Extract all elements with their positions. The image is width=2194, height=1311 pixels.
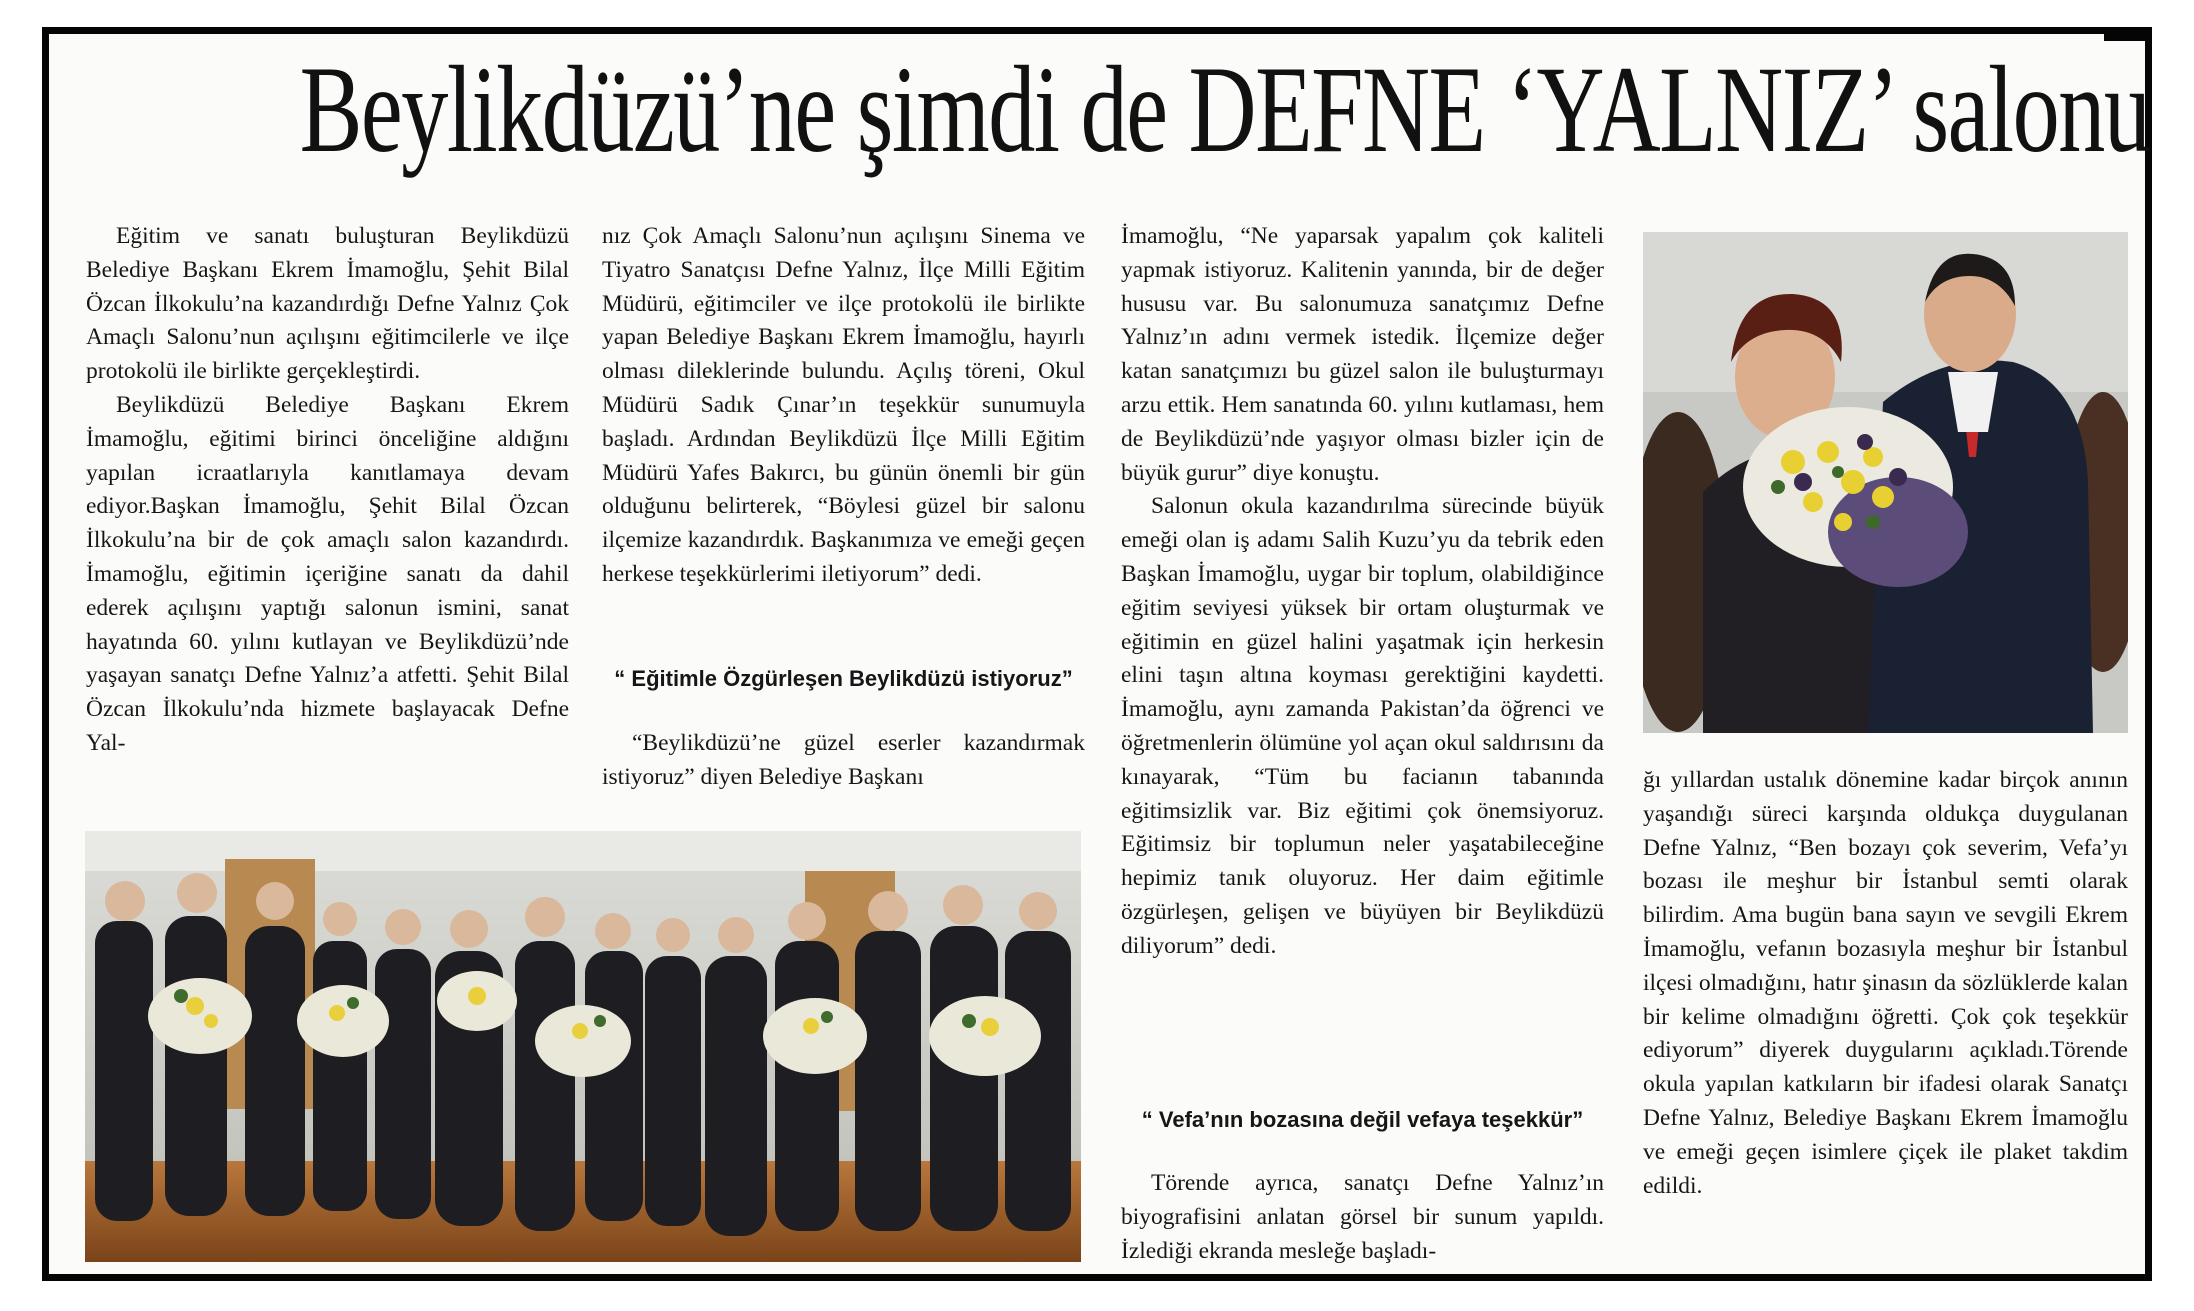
subheading: “ Eğitimle Özgürleşen Beylikdüzü istiyoruz” [614,666,1073,691]
article-column-3-top [1121,220,1604,964]
article-column-4 [1643,764,2128,1203]
paragraph: Salonun okula kazandırılma sürecinde büyük emeği olan iş adamı Salih Kuzu’yu da tebrik eden Başkan İmamoğlu, uygar bir toplum, olabildiğince eğitim seviyesi yüksek bir ortam oluşturmak ve eğitimin en güzel halini yaşatmak için herkesin elini taşın altına koyması gerektiğini kaydetti. İmamoğlu, aynı zamanda Pakistan’da öğrenci ve öğretmenlerin ölümüne yol açan okul saldırısını da kınayarak, “Tüm bu facianın tabanında eğitimsizlik var. Biz eğitimi çok önemsiyoruz. Eğitimsiz bir toplumun neler yaşatabileceğine hepimiz tanık oluyoruz. Her daim eğitimle özgürleşen, gelişen ve büyüyen bir Beylikdüzü diliyorum” dedi. [1121,493,1604,959]
paragraph: nız Çok Amaçlı Salonu’nun açılışını Sinema ve Tiyatro Sanatçısı Defne Yalnız, İlçe Milli Eğitim Müdürü, eğitimciler ve ilçe protokolü ile birlikte yapan Belediye Başkanı Ekrem İmamoğlu, hayırlı olması dileklerinde bulundu. Açılış töreni, Okul Müdürü Sadık Çınar’ın teşekkür sunumuyla başladı. Ardından Beylikdüzü İlçe Milli Eğitim Müdürü Yafes Bakırcı, bu günün önemli bir gün olduğunu belirterek, “Böylesi güzel bir salonu ilçemize kazandırdık. Başkanımıza ve emeği geçen herkese teşekkürlerimi iletiyorum” dedi. [602,223,1085,587]
paragraph: Beylikdüzü Belediye Başkanı Ekrem İmamoğlu, eğitimi birinci önceliğine aldığını yapılan icraatlarıyla kanıtlamaya devam ediyor.Başkan İmamoğlu, Şehit Bilal Özcan İlkokulu’na bir de çok amaçlı salon kazandırdı. İmamoğlu, eğitimin içeriğine sanatı da dahil ederek açılışını yaptığı salonun ismini, sanat hayatında 60. yılını kutlayan ve Beylikdüzü’nde yaşayan sanatçı Defne Yalnız’a atfetti. Şehit Bilal Özcan İlkokulu’nda hizmete başlayacak Defne Yal- [86,391,569,756]
subheading: “ Vefa’nın bozasına değil vefaya teşekkür” [1141,1107,1584,1132]
portrait-photo [1643,232,2128,733]
article-column-3-bottom [1121,1167,1604,1268]
paragraph: Törende ayrıca, sanatçı Defne Yalnız’ın biyografisini anlatan görsel bir sunum yapıldı. İzlediği ekranda mesleğe başladı- [1121,1170,1604,1264]
paragraph: ğı yıllardan ustalık dönemine kadar birçok anının yaşandığı süreci karşında oldukça duygulanan Defne Yalnız, “Ben bozayı çok severim, Vefa’yı bozası ile meşhur bir İstanbul semti olarak bilirdim. Ama bugün bana sayın ve sevgili Ekrem İmamoğlu, vefanın bozasıyla meşhur bir İstanbul ilçesi olmadığını, hatır şinasın da sözlüklerde kalan bir kelime olmadığını öğretti. Çok çok teşekkür ediyorum” diyerek duygularını açıkladı.Törende okula yapılan katkıların bir ifadesi olarak Sanatçı Defne Yalnız, Belediye Başkanı Ekrem İmamoğlu ve emeği geçen isimlere çiçek ile plaket takdim edildi. [1643,767,2128,1199]
paragraph: “Beylikdüzü’ne güzel eserler kazandırmak istiyoruz” diyen Belediye Başkanı [602,730,1085,790]
headline: Beylikdüzü’ne şimdi de DEFNE ‘YALNIZ’ salonu [299,41,2150,178]
paragraph: İmamoğlu, “Ne yaparsak yapalım çok kaliteli yapmak istiyoruz. Kalitenin yanında, bir de değer hususu var. Bu salonumuza sanatçımız Defne Yalnız’ın adını vermek istedik. İlçemize değer katan sanatçımızı bu güzel salon ile buluşturmayı arzu ettik. Hem sanatında 60. yılını kutlaması, hem de Beylikdüzü’nde yaşıyor olması bizler için de büyük gurur” diye konuştu. [1121,223,1604,486]
group-photo [85,831,1081,1262]
article-column-2-top [602,220,1085,592]
paragraph: Eğitim ve sanatı buluşturan Beylikdüzü Belediye Başkanı Ekrem İmamoğlu, Şehit Bilal Özcan İlkokulu’na kazandırdığı Defne Yalnız Çok Amaçlı Salonu’nun açılışını eğitimcilerle ve ilçe protokolü ile birlikte gerçekleştirdi. [86,223,569,385]
article-column-1 [86,220,569,761]
article-column-2-bottom [602,727,1085,795]
